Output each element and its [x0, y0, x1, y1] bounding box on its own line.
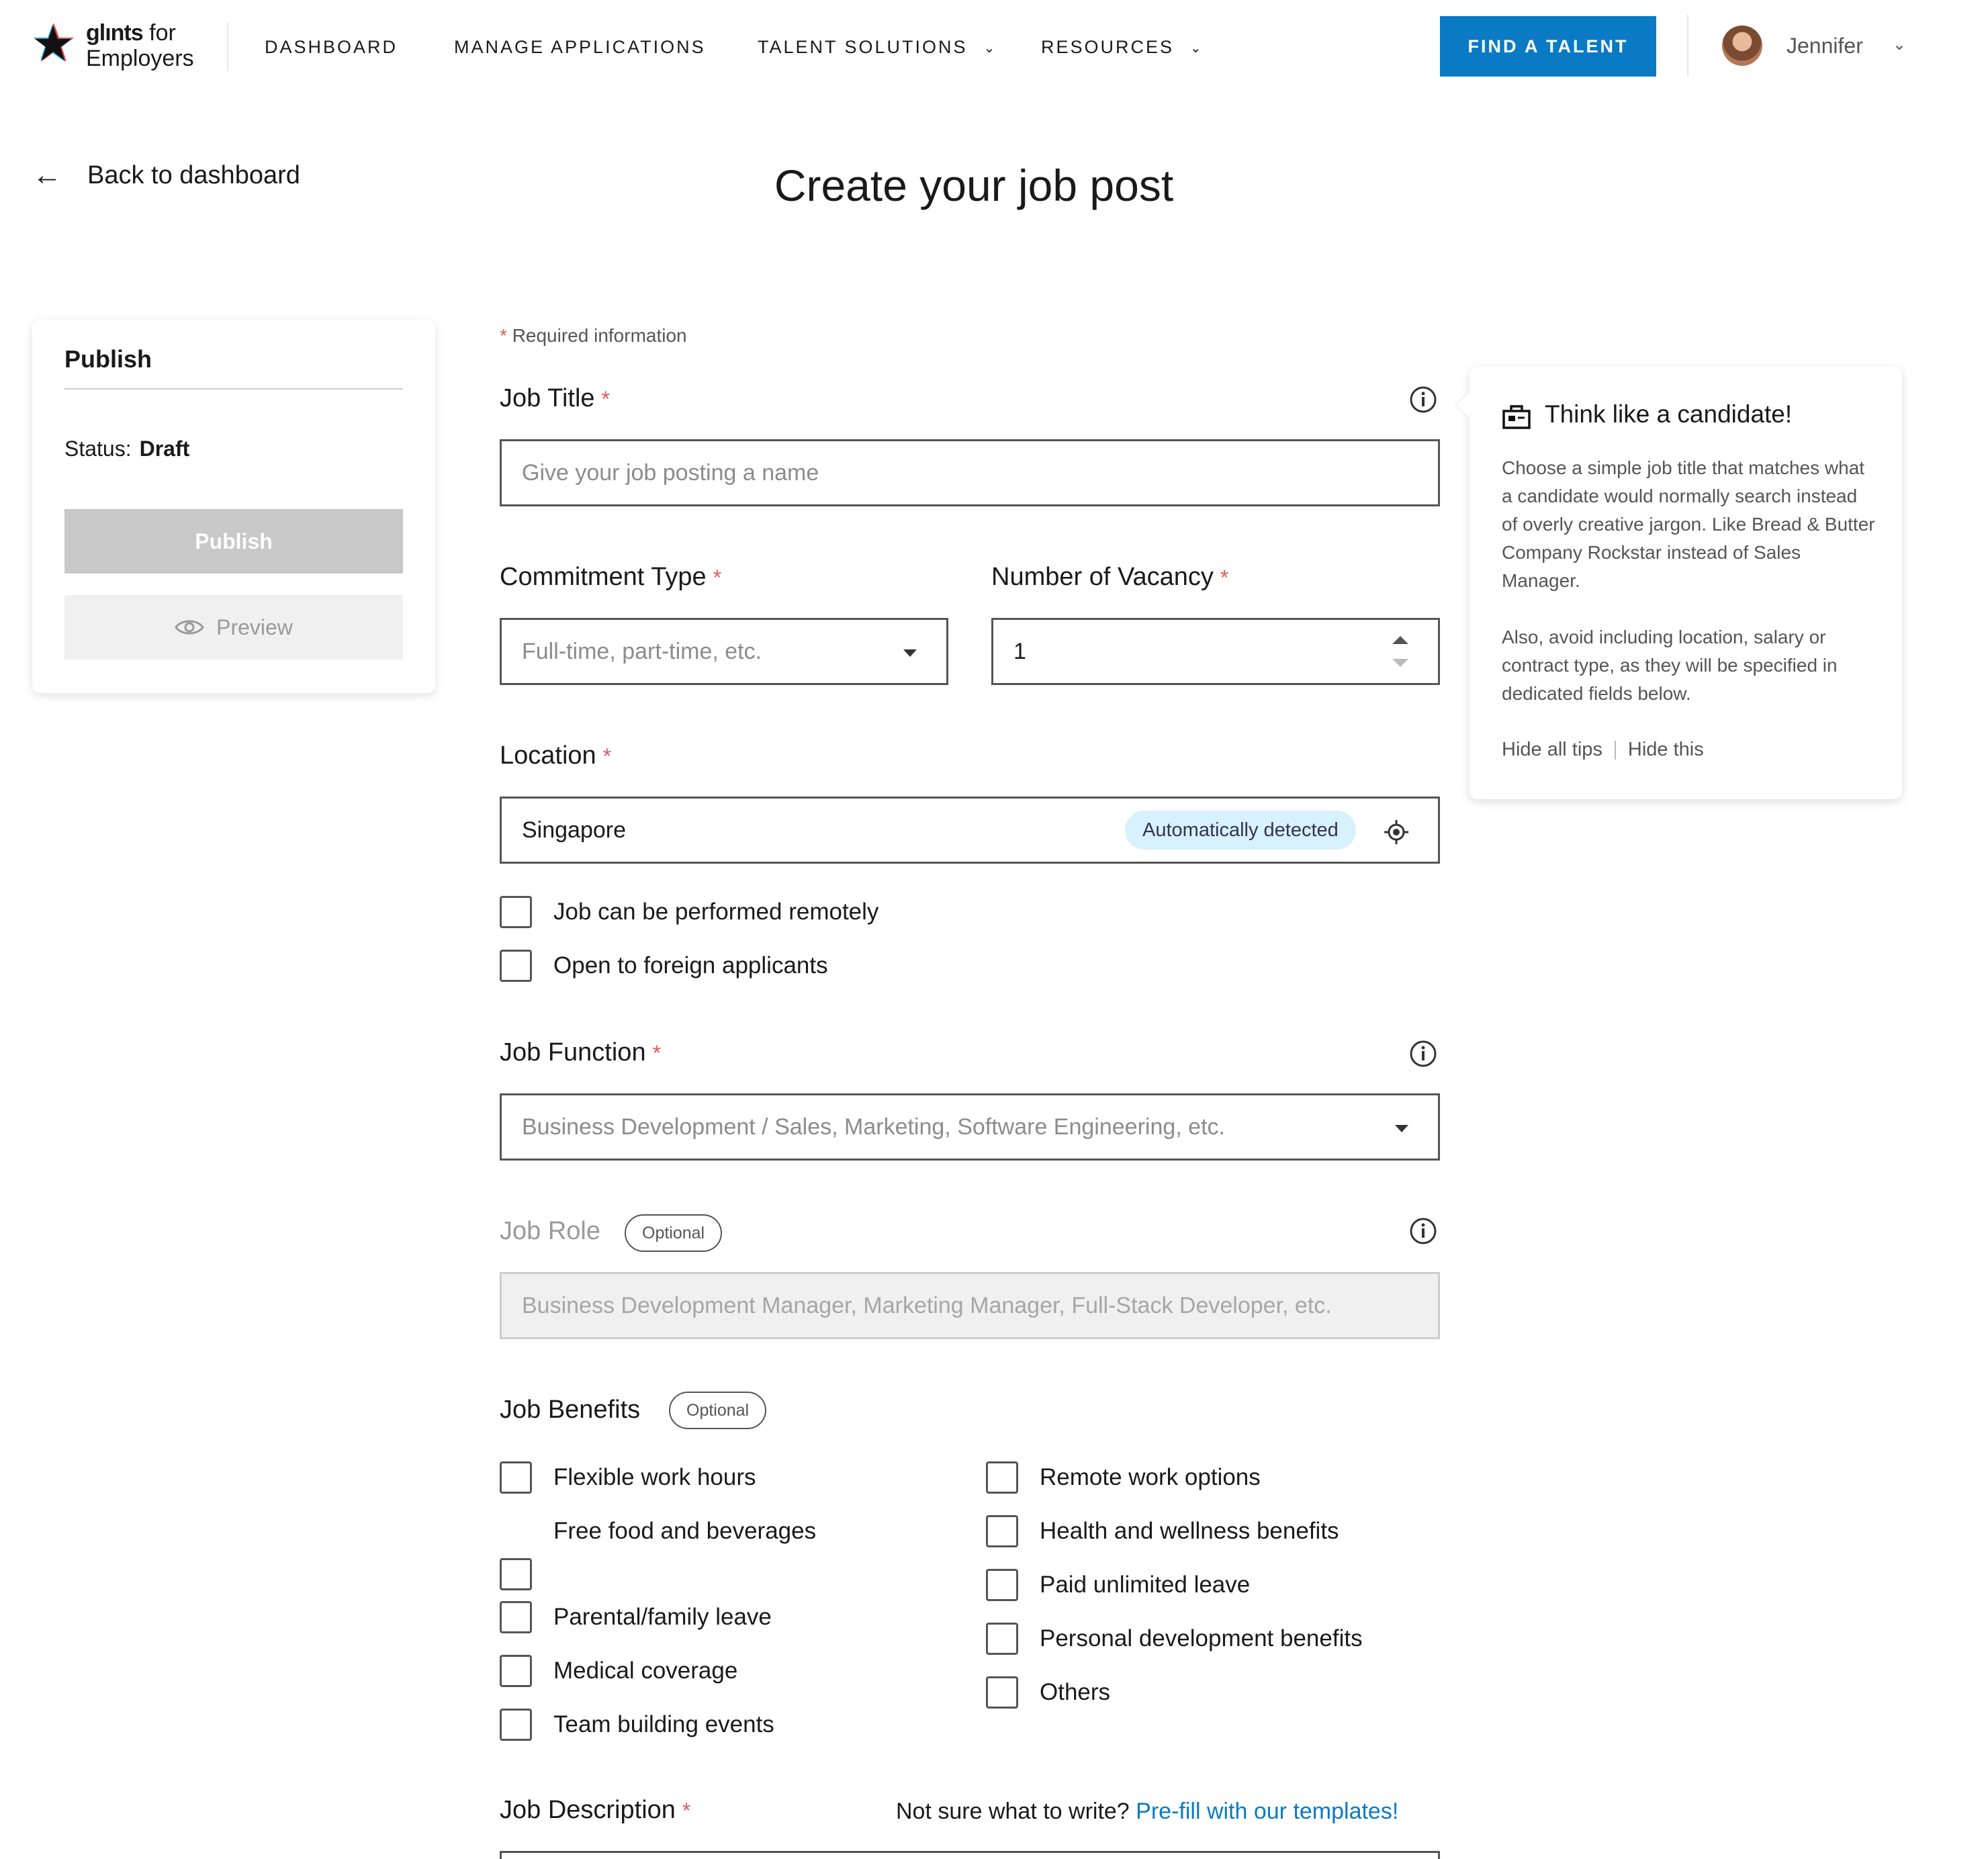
job-title-input[interactable]: [500, 439, 1440, 506]
job-description-editor[interactable]: [500, 1851, 1440, 1859]
required-star: *: [652, 1041, 662, 1065]
job-function-label: [500, 1038, 661, 1067]
job-title-label-text: Job Title: [500, 384, 595, 412]
glints-logo[interactable]: [32, 19, 207, 73]
commitment-type-select[interactable]: [500, 618, 948, 685]
benefit-checkbox-row[interactable]: [500, 1709, 774, 1741]
location-label: [500, 741, 611, 770]
benefit-checkbox-row[interactable]: [986, 1515, 1339, 1547]
divider: [1615, 741, 1616, 760]
checkbox[interactable]: [500, 1655, 532, 1687]
tip-paragraph: Also, avoid including location, salary or contract type, as they will be specified in dedicated fields below.: [1502, 627, 1838, 704]
foreign-applicants-checkbox-row[interactable]: [500, 950, 828, 982]
publish-card-title: Publish: [64, 345, 152, 373]
optional-badge: Optional: [625, 1214, 722, 1252]
job-role-input[interactable]: [500, 1272, 1440, 1339]
eye-icon: [175, 618, 204, 637]
status-value: Draft: [139, 437, 190, 461]
job-benefits-label: Job Benefits: [500, 1396, 641, 1424]
preview-button-label: Preview: [216, 615, 293, 639]
logo-brand: glınts: [86, 20, 143, 46]
preview-button[interactable]: [64, 595, 403, 660]
checkbox-label: Paid unlimited leave: [1040, 1572, 1251, 1598]
nav-resources[interactable]: [1041, 34, 1204, 60]
prefill-templates-link[interactable]: Pre-fill with our templates!: [1136, 1799, 1399, 1824]
page-title: Create your job post: [774, 161, 1174, 210]
checkbox-label: Personal development benefits: [1040, 1625, 1363, 1651]
job-function-label-text: Job Function: [500, 1038, 646, 1067]
checkbox[interactable]: [986, 1461, 1018, 1494]
benefit-checkbox-row[interactable]: [500, 1601, 772, 1633]
nav-talent-solutions-label: TALENT SOLUTIONS: [758, 37, 968, 57]
benefit-checkbox-row[interactable]: [986, 1676, 1110, 1709]
benefit-checkbox-row[interactable]: [986, 1461, 1261, 1494]
required-info-text: Required information: [512, 325, 687, 346]
tip-body: [1502, 454, 1878, 708]
checkbox[interactable]: [500, 1558, 532, 1590]
checkbox[interactable]: [500, 896, 532, 928]
commitment-type-label-text: Commitment Type: [500, 563, 707, 591]
top-navbar: [0, 0, 1988, 91]
tip-paragraph: Choose a simple job title that matches what a candidate would normally search instead of overly creative jargon. Like Bread & Butter Company Rockstar instead of Sales Manager.: [1502, 457, 1875, 591]
commitment-type-placeholder: Full-time, part-time, etc.: [522, 638, 762, 664]
user-name[interactable]: Jennifer: [1787, 34, 1863, 58]
chevron-down-icon: ⌄: [1190, 40, 1204, 56]
logo-for: for: [149, 20, 176, 46]
required-star: *: [682, 1799, 691, 1823]
checkbox-label: Remote work options: [1040, 1464, 1261, 1490]
checkbox[interactable]: [500, 1461, 532, 1494]
benefit-checkbox-row[interactable]: [500, 1461, 756, 1494]
find-a-talent-button[interactable]: FIND A TALENT: [1440, 16, 1656, 77]
nav-resources-label: RESOURCES: [1041, 37, 1175, 57]
arrow-left-icon: ←: [32, 158, 62, 191]
info-icon[interactable]: [1409, 386, 1437, 414]
vacancy-label: [991, 563, 1228, 592]
info-icon[interactable]: [1409, 1040, 1437, 1068]
required-star: *: [500, 325, 507, 346]
vacancy-label-text: Number of Vacancy: [991, 563, 1214, 591]
benefit-checkbox-row[interactable]: [500, 1655, 737, 1687]
checkbox[interactable]: [500, 1709, 532, 1741]
job-role-label: Job Role: [500, 1217, 600, 1245]
checkbox-label: Health and wellness benefits: [1040, 1518, 1339, 1544]
benefit-checkbox-row[interactable]: [986, 1623, 1363, 1655]
required-info-note: [500, 325, 687, 347]
location-input[interactable]: [500, 797, 1440, 864]
checkbox-label: Free food and beverages: [553, 1518, 817, 1544]
header-divider: [227, 23, 228, 71]
checkbox-label: Flexible work hours: [553, 1464, 756, 1490]
benefit-checkbox-row[interactable]: [986, 1569, 1250, 1601]
nav-manage-applications-label: MANAGE APPLICATIONS: [454, 37, 706, 57]
checkbox-label: Job can be performed remotely: [553, 899, 879, 925]
caret-down-icon: [1395, 1125, 1408, 1132]
logo-employers: Employers: [86, 46, 194, 71]
status-label: Status:: [64, 437, 132, 461]
hide-all-tips-link[interactable]: Hide all tips: [1502, 739, 1602, 760]
nav-dashboard-label: DASHBOARD: [265, 37, 398, 57]
checkbox[interactable]: [500, 950, 532, 982]
job-description-label-text: Job Description: [500, 1796, 676, 1824]
location-label-text: Location: [500, 741, 596, 770]
locate-icon[interactable]: [1383, 819, 1410, 846]
back-to-dashboard-label: Back to dashboard: [87, 161, 300, 189]
location-value: Singapore: [522, 817, 627, 843]
status-line: [64, 437, 189, 461]
job-role-placeholder: Business Development Manager, Marketing Manager, Full-Stack Developer, etc.: [522, 1292, 1332, 1318]
tip-title: Think like a candidate!: [1545, 400, 1793, 428]
spinner-down-icon[interactable]: [1392, 659, 1408, 667]
user-avatar[interactable]: [1722, 26, 1762, 66]
required-star: *: [713, 565, 722, 590]
header-divider: [1687, 15, 1688, 77]
checkbox[interactable]: [986, 1676, 1018, 1709]
vacancy-value: 1: [1013, 638, 1026, 664]
spinner-up-icon[interactable]: [1392, 636, 1408, 644]
job-function-placeholder: Business Development / Sales, Marketing, Software Engineering, etc.: [522, 1114, 1225, 1140]
hide-this-tip-link[interactable]: Hide this: [1627, 739, 1704, 760]
job-description-label: [500, 1796, 690, 1825]
back-to-dashboard-link[interactable]: [32, 158, 300, 192]
nav-dashboard[interactable]: [265, 34, 398, 60]
vacancy-number-input[interactable]: [991, 618, 1440, 685]
star-logo-icon: [32, 21, 75, 64]
job-function-select[interactable]: [500, 1093, 1440, 1161]
job-card-icon: [1502, 403, 1531, 430]
user-menu-chevron-down-icon[interactable]: ⌄: [1893, 36, 1907, 54]
optional-badge: Optional: [669, 1392, 766, 1429]
nav-talent-solutions[interactable]: [758, 34, 997, 60]
publish-card: [32, 320, 435, 693]
checkbox[interactable]: [500, 1601, 532, 1633]
auto-detected-badge: Automatically detected: [1125, 811, 1356, 850]
template-hint: [896, 1799, 1398, 1825]
benefit-checkbox-row[interactable]: [500, 1515, 816, 1590]
checkbox[interactable]: [986, 1515, 1018, 1547]
checkbox-label: Others: [1040, 1679, 1111, 1705]
checkbox[interactable]: [986, 1569, 1018, 1601]
checkbox-label: Team building events: [553, 1711, 774, 1737]
info-icon[interactable]: [1409, 1217, 1437, 1245]
checkbox[interactable]: [986, 1623, 1018, 1655]
tip-card: [1470, 367, 1902, 799]
publish-card-divider: [64, 388, 403, 390]
job-title-label: [500, 384, 610, 413]
checkbox-label: Medical coverage: [553, 1658, 738, 1684]
chevron-down-icon: ⌄: [983, 40, 997, 56]
nav-manage-applications[interactable]: [454, 34, 706, 60]
template-hint-text: Not sure what to write?: [896, 1799, 1130, 1824]
required-star: *: [602, 744, 612, 768]
required-star: *: [601, 387, 610, 411]
checkbox-label: Open to foreign applicants: [553, 952, 828, 979]
caret-down-icon: [903, 649, 917, 657]
commitment-type-label: [500, 563, 721, 592]
remote-checkbox-row[interactable]: [500, 896, 878, 928]
required-star: *: [1220, 565, 1229, 590]
tip-actions: [1502, 739, 1704, 761]
job-title-placeholder: Give your job posting a name: [522, 459, 819, 486]
checkbox-label: Parental/family leave: [553, 1604, 772, 1630]
publish-button[interactable]: Publish: [64, 509, 403, 574]
